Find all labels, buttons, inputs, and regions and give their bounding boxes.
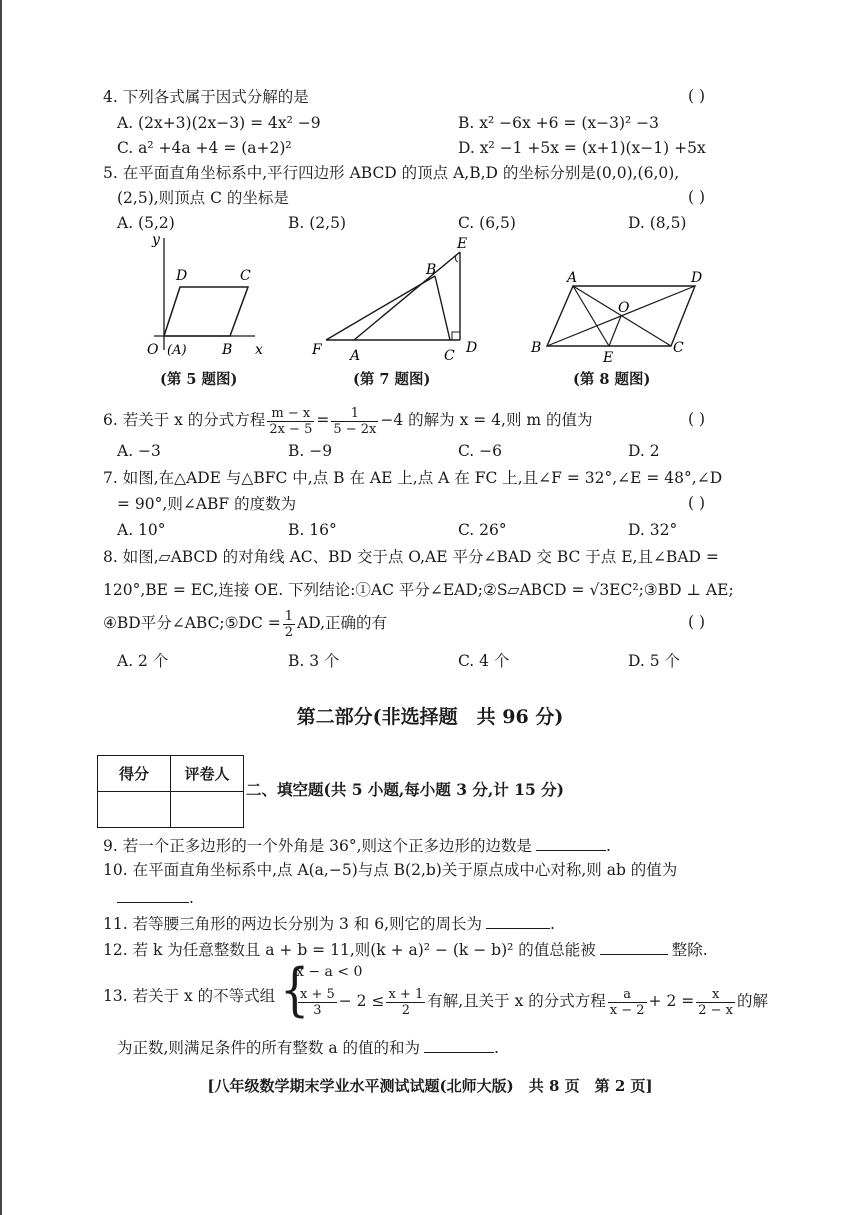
q7-option-c: C. 26° xyxy=(458,521,507,539)
q5-stem-line2: (2,5),则顶点 C 的坐标是 xyxy=(117,189,289,207)
q6-frac1-numerator: m − x xyxy=(267,406,314,422)
q10-stem-line1: 10. 在平面直角坐标系中,点 A(a,−5)与点 B(2,b)关于原点成中心对称,则 ab 的值为 xyxy=(103,861,678,879)
q13-frac-b-numerator: x + 1 xyxy=(388,986,424,1002)
q6-prefix: 6. 若关于 x 的分式方程 xyxy=(103,411,266,429)
q9-answer-blank[interactable] xyxy=(536,834,606,851)
q6-frac1-denominator: 2x − 5 xyxy=(269,421,313,437)
q6-option-b: B. −9 xyxy=(288,442,333,460)
q6-option-c: C. −6 xyxy=(458,442,503,460)
q13-prefix: 13. 若关于 x 的不等式组 xyxy=(103,987,276,1005)
q7-stem-line1: 7. 如图,在△ADE 与△BFC 中,点 B 在 AE 上,点 A 在 FC 上,且∠F = 32°,∠E = 48°,∠D xyxy=(103,469,723,487)
q10-stem-line2: . xyxy=(117,886,194,908)
q5-option-c: C. (6,5) xyxy=(458,214,516,232)
q6-fraction-2 xyxy=(331,406,378,437)
fig8-label-e: E xyxy=(603,350,614,365)
q13-inequality-2 xyxy=(296,984,768,1018)
q4-answer-bracket: ( ) xyxy=(688,87,706,105)
figure-q5-coordinate-parallelogram xyxy=(130,232,280,362)
q5-stem-line1: 5. 在平面直角坐标系中,平行四边形 ABCD 的顶点 A,B,D 的坐标分别是(0,0),(6,0), xyxy=(103,164,680,182)
q11-answer-blank[interactable] xyxy=(486,912,550,929)
q13-frac-a-denominator: 3 xyxy=(313,1002,322,1018)
q13-mid: − 2 ≤ xyxy=(338,992,385,1010)
q8-stem-line2: 120°,BE = EC,连接 OE. 下列结论:①AC 平分∠EAD;②S▱ABCD = √3EC²;③BD ⊥ AE; xyxy=(103,581,734,599)
q10-answer-blank[interactable] xyxy=(117,886,189,903)
q6-frac2-numerator: 1 xyxy=(331,406,378,422)
fig5-label-a: (A) xyxy=(167,343,187,358)
part2-title: 第二部分(非选择题 共 96 分) xyxy=(296,706,564,728)
q13-eq-frac1-denominator: x − 2 xyxy=(609,1002,645,1018)
q8-stem-line3 xyxy=(103,606,387,640)
figure-q8-parallelogram xyxy=(525,270,725,365)
q7-option-d: D. 32° xyxy=(628,521,678,539)
q7-stem-line2: = 90°,则∠ABF 的度数为 xyxy=(117,495,297,513)
q13-frac-b xyxy=(386,987,425,1018)
q6-option-a: A. −3 xyxy=(117,442,161,460)
q8-line3-prefix: ④BD平分∠ABC;⑤DC = xyxy=(103,614,281,632)
q8-option-b: B. 3 个 xyxy=(288,652,340,670)
q5-option-a: A. (5,2) xyxy=(117,214,175,232)
q8-half-numerator: 1 xyxy=(284,608,294,624)
grader-cell xyxy=(171,792,244,828)
fig7-label-c: C xyxy=(444,348,455,364)
fig5-caption: (第 5 题图) xyxy=(160,371,238,388)
score-header: 得分 xyxy=(98,756,171,792)
q8-option-a: A. 2 个 xyxy=(117,652,169,670)
q8-option-d: D. 5 个 xyxy=(628,652,681,670)
fig8-label-d: D xyxy=(691,270,703,286)
q11-text: 11. 若等腰三角形的两边长分别为 3 和 6,则它的周长为 xyxy=(103,915,483,933)
q13-eq-frac2-denominator: 2 − x xyxy=(698,1002,733,1018)
figure-q7-triangles xyxy=(310,236,500,366)
fig8-caption: (第 8 题图) xyxy=(573,371,651,388)
q13-end: 的解 xyxy=(737,992,769,1010)
q6-equals: = xyxy=(316,411,330,429)
q8-half-denominator: 2 xyxy=(284,624,294,640)
q4-option-c: C. a² +4a +4 = (a+2)² xyxy=(117,139,292,157)
q12-suffix: 整除. xyxy=(671,941,708,959)
q5-answer-bracket: ( ) xyxy=(688,188,706,206)
q7-option-a: A. 10° xyxy=(117,521,166,539)
fig5-label-o: O xyxy=(147,342,159,358)
q5-option-b: B. (2,5) xyxy=(288,214,346,232)
fig8-label-c: C xyxy=(673,340,684,356)
q4-stem: 4. 下列各式属于因式分解的是 xyxy=(103,88,309,106)
q12-stem xyxy=(103,938,708,960)
score-cell xyxy=(98,792,171,828)
fig7-label-a: A xyxy=(350,348,361,364)
fig8-label-b: B xyxy=(531,340,542,356)
q8-answer-bracket: ( ) xyxy=(688,613,706,631)
q6-fraction-1 xyxy=(267,406,314,437)
fig5-label-d: D xyxy=(176,268,188,284)
fig7-caption: (第 7 题图) xyxy=(353,371,431,388)
scan-edge xyxy=(0,0,2,1215)
q6-suffix: −4 的解为 x = 4,则 m 的值为 xyxy=(380,411,593,429)
fig7-label-e: E xyxy=(457,236,468,252)
q13-frac-a-numerator: x + 5 xyxy=(300,986,335,1002)
q5-option-d: D. (8,5) xyxy=(628,214,687,232)
q12-prefix: 12. 若 k 为任意整数且 a + b = 11,则(k + a)² − (k − b)² 的值总能被 xyxy=(103,941,596,959)
q13-frac-a xyxy=(298,987,337,1018)
fig5-label-b: B xyxy=(222,342,233,358)
q13-frac-b-denominator: 2 xyxy=(401,1002,410,1018)
q13-answer-blank[interactable] xyxy=(424,1036,494,1053)
q13-eq-frac-1 xyxy=(608,987,647,1018)
fill-blank-section-heading: 二、填空题(共 5 小题,每小题 3 分,计 15 分) xyxy=(246,780,564,799)
q8-half-fraction xyxy=(283,609,295,640)
q13-after: 有解,且关于 x 的分式方程 xyxy=(427,992,606,1010)
q13-eq-frac1-numerator: a xyxy=(608,987,647,1003)
q13-inequality-1: x − a < 0 xyxy=(296,964,363,980)
grader-header: 评卷人 xyxy=(171,756,244,792)
q7-answer-bracket: ( ) xyxy=(688,494,706,512)
q12-answer-blank[interactable] xyxy=(600,938,668,955)
q4-option-d: D. x² −1 +5x = (x+1)(x−1) +5x xyxy=(458,139,706,157)
score-table xyxy=(97,755,244,828)
q4-option-b: B. x² −6x +6 = (x−3)² −3 xyxy=(458,114,660,132)
q13-brace: { xyxy=(280,955,310,1023)
q13-plus2: + 2 = xyxy=(648,992,695,1010)
q13-eq-frac2-numerator: x xyxy=(696,987,735,1003)
q8-stem-line1: 8. 如图,▱ABCD 的对角线 AC、BD 交于点 O,AE 平分∠BAD 交 BC 于点 E,且∠BAD = xyxy=(103,548,719,566)
fig7-label-d: D xyxy=(466,340,478,356)
q8-option-c: C. 4 个 xyxy=(458,652,510,670)
q6-option-d: D. 2 xyxy=(628,442,660,460)
q7-option-b: B. 16° xyxy=(288,521,337,539)
q6-frac2-denominator: 5 − 2x xyxy=(333,421,377,437)
q13-stem-line2: 为正数,则满足条件的所有整数 a 的值的和为 . xyxy=(117,1036,499,1058)
fig5-label-c: C xyxy=(240,268,251,284)
q11-stem: 11. 若等腰三角形的两边长分别为 3 和 6,则它的周长为 . xyxy=(103,912,555,934)
fig5-label-y: y xyxy=(152,232,160,248)
q13-eq-frac-2 xyxy=(696,987,735,1018)
fig7-label-b: B xyxy=(426,262,437,278)
page-footer: [八年级数学期末学业水平测试试题(北师大版) 共 8 页 第 2 页] xyxy=(207,1077,653,1095)
fig8-label-o: O xyxy=(618,300,630,316)
q9-stem: 9. 若一个正多边形的一个外角是 36°,则这个正多边形的边数是 . xyxy=(103,834,611,856)
q13-line2-text: 为正数,则满足条件的所有整数 a 的值的和为 xyxy=(117,1039,421,1057)
q6-answer-bracket: ( ) xyxy=(688,410,706,428)
q4-option-a: A. (2x+3)(2x−3) = 4x² −9 xyxy=(117,114,321,132)
q8-line3-suffix: AD,正确的有 xyxy=(297,614,388,632)
q9-text: 9. 若一个正多边形的一个外角是 36°,则这个正多边形的边数是 xyxy=(103,837,533,855)
fig5-label-x: x xyxy=(255,342,263,358)
fig7-label-f: F xyxy=(312,342,322,358)
q6-stem xyxy=(103,403,593,437)
fig8-label-a: A xyxy=(567,270,578,286)
